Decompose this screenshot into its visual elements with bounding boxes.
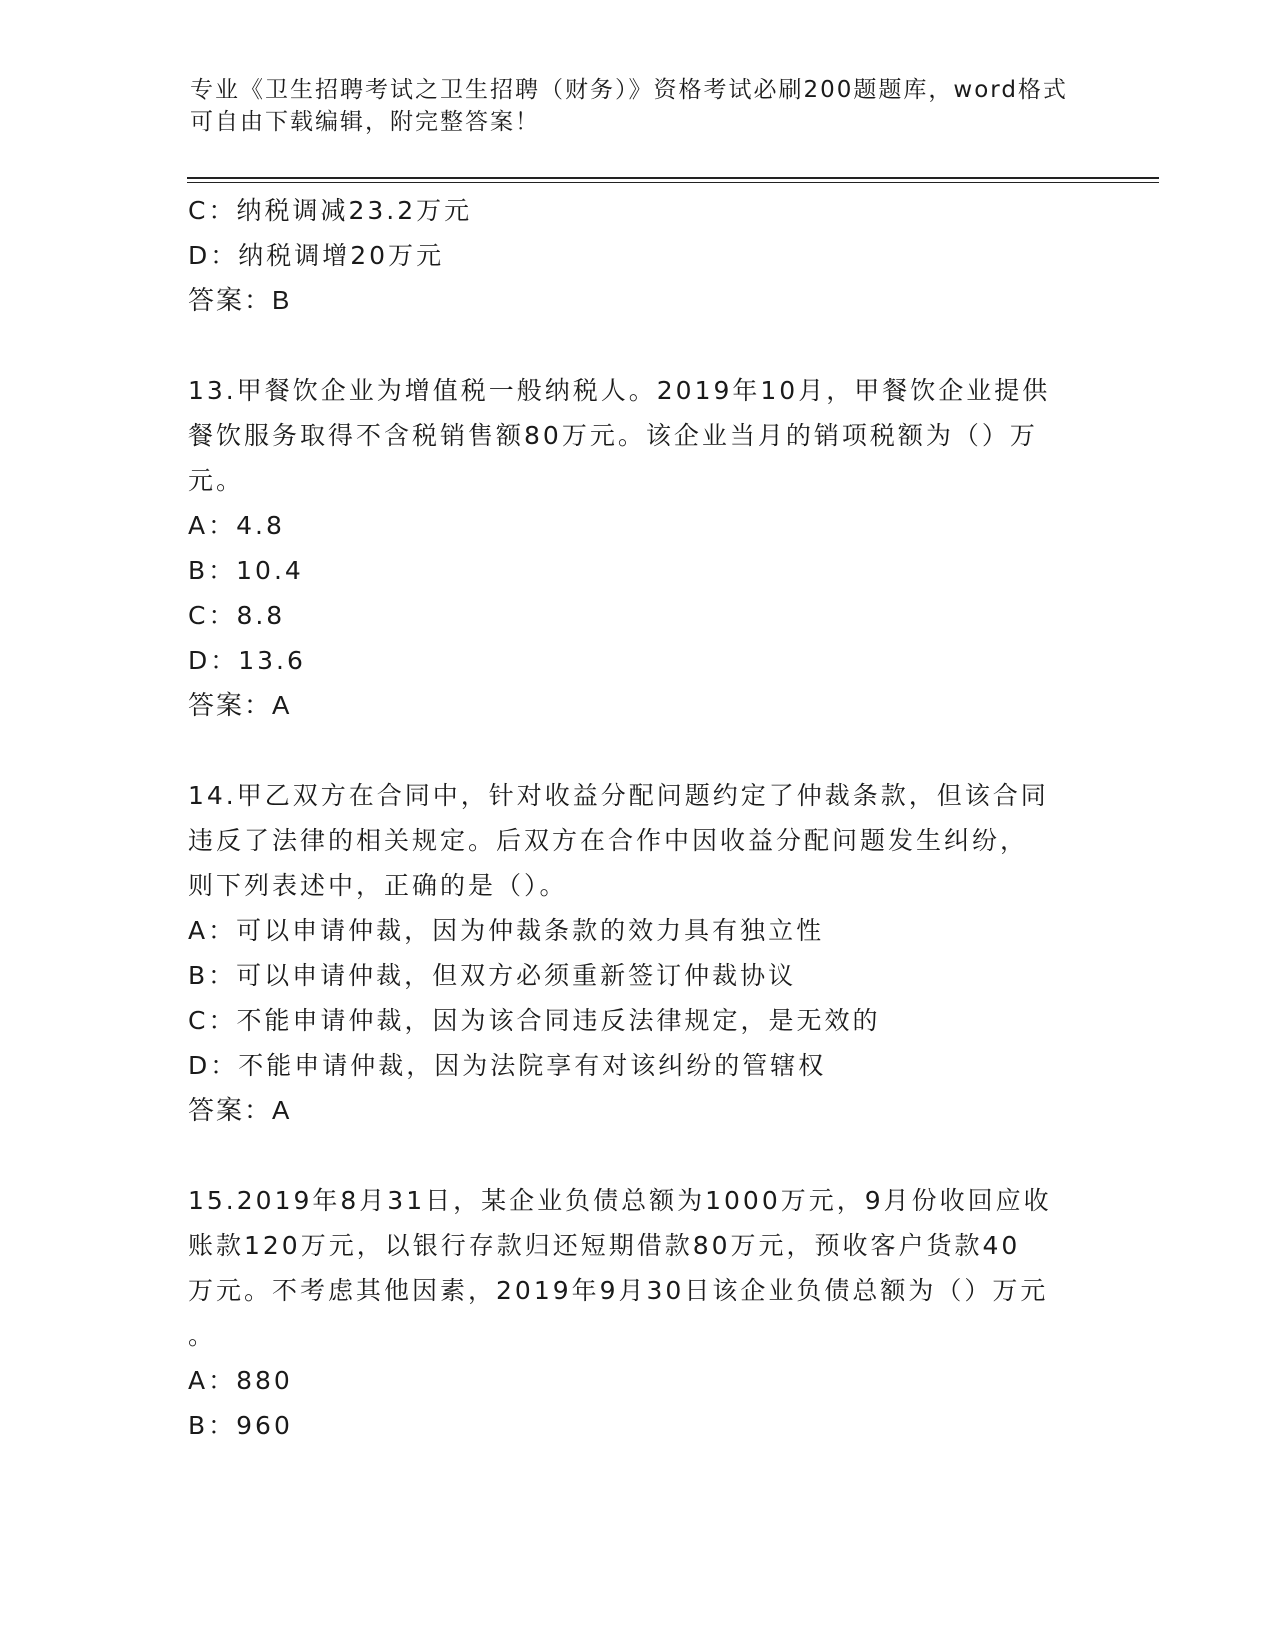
question-13 <box>188 368 1088 728</box>
question-stem-line: 则下列表述中，正确的是（）。 <box>188 871 568 900</box>
spacer <box>188 323 1088 368</box>
question-15 <box>188 1178 1088 1448</box>
spacer <box>188 728 1088 773</box>
option-c: C：8.8 <box>188 601 286 630</box>
header-line-2: 可自由下载编辑，附完整答案！ <box>190 109 540 135</box>
option-b: B：960 <box>188 1411 293 1440</box>
option-d: D：不能申请仲裁，因为法院享有对该纠纷的管辖权 <box>188 1051 827 1080</box>
question-stem-line: 账款120万元，以银行存款归还短期借款80万元，预收客户货款40 <box>188 1231 1021 1260</box>
question-stem-line: 14.甲乙双方在合同中，针对收益分配问题约定了仲裁条款，但该合同 <box>188 781 1049 810</box>
header-divider-top <box>187 177 1159 179</box>
option-b: B：可以申请仲裁，但双方必须重新签订仲裁协议 <box>188 961 797 990</box>
option-a: A：4.8 <box>188 511 285 540</box>
header-divider-bottom <box>187 182 1159 183</box>
header-line-1: 专业《卫生招聘考试之卫生招聘（财务）》资格考试必刷200题题库，word格式 <box>190 77 1068 103</box>
document-header <box>190 74 1090 138</box>
option-c: C：纳税调减23.2万元 <box>188 196 473 225</box>
answer-line: 答案：A <box>188 1095 292 1125</box>
option-b: B：10.4 <box>188 556 304 585</box>
option-a: A：可以申请仲裁，因为仲裁条款的效力具有独立性 <box>188 916 825 945</box>
question-stem-line: 餐饮服务取得不含税销售额80万元。该企业当月的销项税额为（）万 <box>188 421 1038 450</box>
answer-line: 答案：B <box>188 285 292 315</box>
option-d: D：纳税调增20万元 <box>188 241 445 270</box>
question-stem-line: 。 <box>188 1321 217 1350</box>
previous-question-tail <box>188 188 1088 323</box>
question-content <box>188 188 1088 1448</box>
answer-line: 答案：A <box>188 690 292 720</box>
question-stem-line: 违反了法律的相关规定。后双方在合作中因收益分配问题发生纠纷， <box>188 826 1029 855</box>
spacer <box>188 1133 1088 1178</box>
question-14 <box>188 773 1088 1133</box>
option-a: A：880 <box>188 1366 293 1395</box>
question-stem-line: 万元。不考虑其他因素，2019年9月30日该企业负债总额为（）万元 <box>188 1276 1049 1305</box>
question-stem-line: 元。 <box>188 466 245 495</box>
option-d: D：13.6 <box>188 646 306 675</box>
question-stem-line: 13.甲餐饮企业为增值税一般纳税人。2019年10月，甲餐饮企业提供 <box>188 376 1051 405</box>
question-stem-line: 15.2019年8月31日，某企业负债总额为1000万元，9月份收回应收 <box>188 1186 1052 1215</box>
option-c: C：不能申请仲裁，因为该合同违反法律规定，是无效的 <box>188 1006 881 1035</box>
